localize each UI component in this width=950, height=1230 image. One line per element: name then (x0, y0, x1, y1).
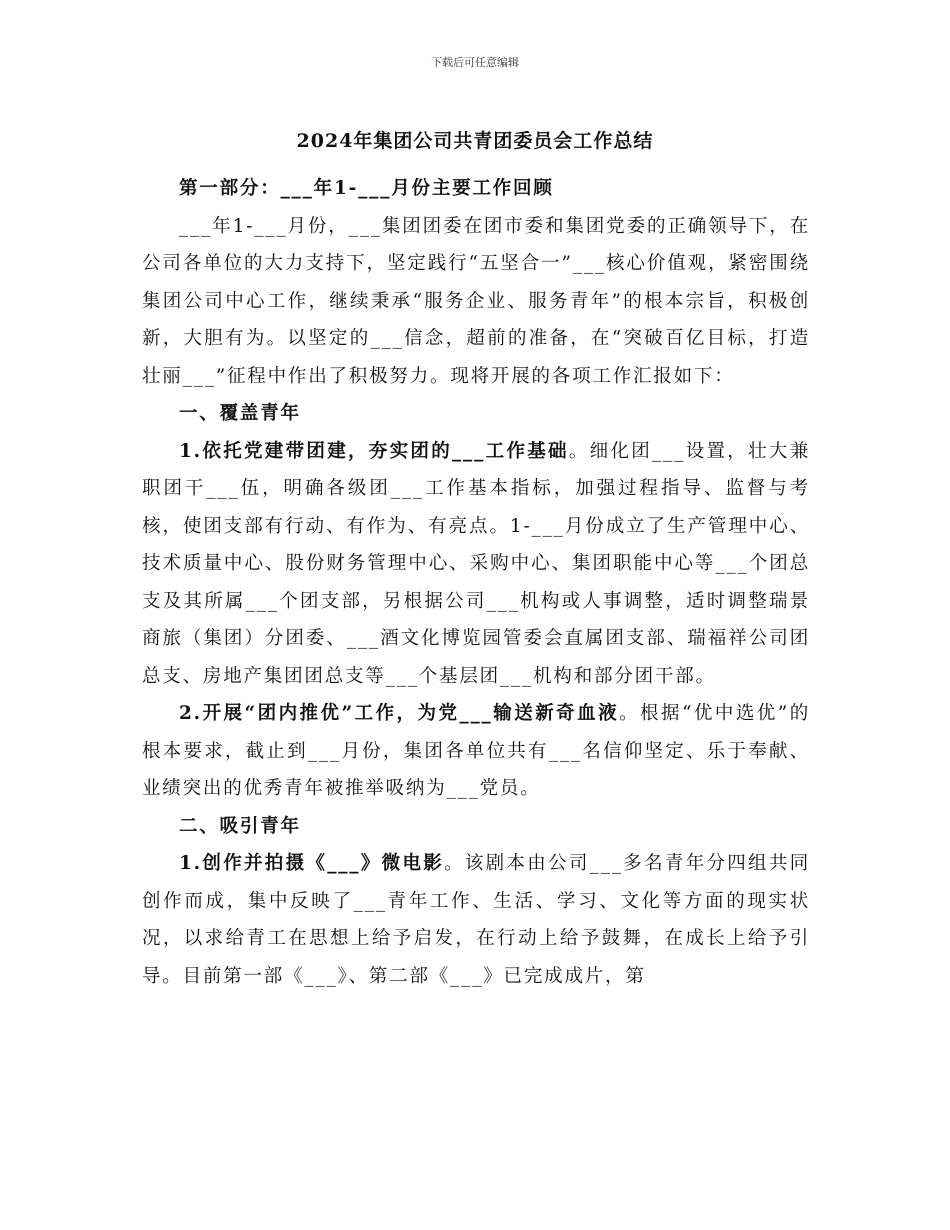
item-body: 。根据“优中选优”的根本要求，截止到___月份，集团各单位共有___名信仰坚定、乐于奉献、业绩突出的优秀青年被推举吸纳为___党员。 (142, 703, 811, 799)
item-body: 。该剧本由公司___多名青年分四组共同创作而成，集中反映了___青年工作、生活、学习、文化等方面的现实状况，以求给青工在思想上给予启发，在行动上给予鼓舞，在成长上给予引导。目前第一部《___》、第二部《___》已完成成片，第 (142, 853, 810, 987)
item-lead: 1.依托党建带团建，夯实团的___工作基础 (179, 440, 569, 462)
item-paragraph (142, 433, 810, 696)
item-paragraph (142, 845, 810, 995)
section-heading-attract-youth (142, 808, 810, 846)
item-paragraph (142, 695, 810, 808)
document-title: 2024年集团公司共青团委员会工作总结 (296, 130, 654, 152)
part-heading (142, 170, 810, 208)
part-heading-text: 第一部分：___年1-___月份主要工作回顾 (179, 178, 554, 199)
header-note: 下载后可任意编辑 (431, 56, 519, 69)
section-heading-text: 二、吸引青年 (179, 815, 301, 837)
section-heading-text: 一、覆盖青年 (179, 403, 301, 424)
intro-paragraph-text: ___年1-___月份，___集团团委在团市委和集团党委的正确领导下，在公司各单位的大力支持下，坚定践行“五坚合一”___核心价值观，紧密围绕集团公司中心工作，继续秉承“服务企业、服务青年”的根本宗旨，积极创新，大胆有为。以坚定的___信念，超前的准备，在“突破百亿目标，打造壮丽___”征程中作出了积极努力。现将开展的各项工作汇报如下： (142, 215, 810, 387)
item-lead: 1.创作并拍摄《___》微电影 (179, 853, 445, 874)
intro-paragraph (142, 208, 810, 396)
item-lead: 2.开展“团内推优”工作，为党___输送新奇血液 (179, 703, 620, 724)
item-body: 。细化团___设置，壮大兼职团干___伍，明确各级团___工作基本指标，加强过程指导、监督与考核，使团支部有行动、有作为、有亮点。1-___月份成立了生产管理中心、技术质量中心、股份财务管理中心、采购中心、集团职能中心等___个团总支及其所属___个团支部，另根据公司___机构或人事调整，适时调整瑞景商旅（集团）分团委、___酒文化博览园管委会直属团支部、瑞福祥公司团总支、房地产集团团总支等___个基层团___机构和部分团干部。 (142, 440, 810, 687)
section-heading-cover-youth (142, 395, 810, 433)
document-body (142, 170, 810, 995)
